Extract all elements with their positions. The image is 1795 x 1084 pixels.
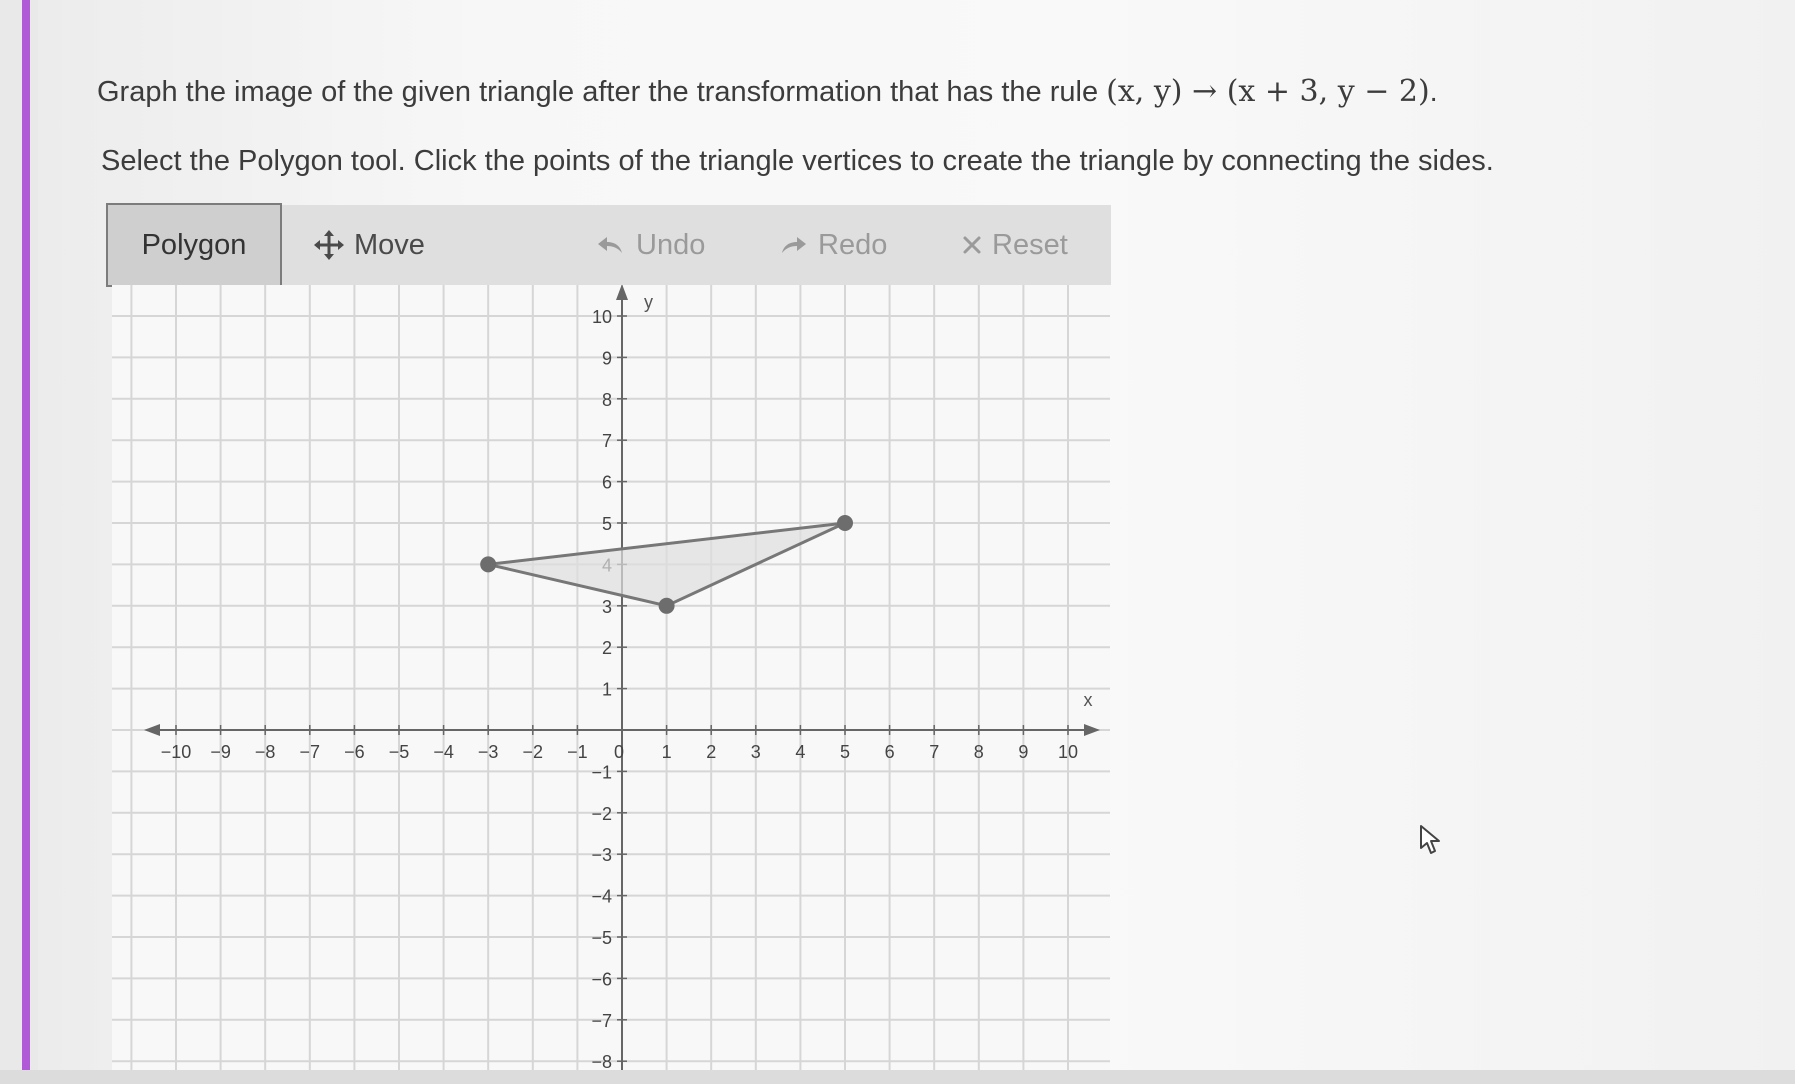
transformation-rule: (x, y) → (x + 3, y − 2) (1106, 74, 1430, 109)
x-tick-label: 0 (613, 742, 625, 762)
x-tick-label: −3 (477, 742, 499, 762)
triangle-vertex[interactable] (659, 598, 675, 614)
x-tick-label: −8 (254, 742, 276, 762)
x-tick-label: −2 (522, 742, 544, 762)
move-tool-button[interactable] (314, 205, 425, 285)
x-tick-label: 6 (884, 742, 895, 762)
x-tick-label: −7 (299, 742, 321, 762)
y-tick-label: 9 (601, 348, 612, 369)
reset-button[interactable] (962, 205, 1068, 285)
question-period: . (1429, 76, 1438, 108)
y-tick-label: −4 (591, 886, 612, 907)
redo-button[interactable] (778, 205, 887, 285)
x-axis-label: x (1083, 690, 1093, 710)
x-tick-label: −1 (567, 742, 588, 762)
x-tick-label: −10 (160, 742, 192, 762)
y-tick-label: 7 (601, 431, 612, 452)
y-tick-label: 5 (601, 514, 612, 534)
close-x-icon (962, 235, 982, 255)
x-tick-label: −6 (344, 742, 365, 762)
x-tick-label: −5 (388, 742, 410, 762)
y-tick-label: 8 (601, 389, 612, 410)
question-prompt-text: Graph the image of the given triangle after the transformation that has the rule (97, 76, 1099, 108)
triangle-vertex[interactable] (480, 556, 496, 572)
undo-button[interactable] (596, 205, 705, 285)
redo-arrow-icon (778, 233, 808, 257)
y-axis-label: y (644, 292, 653, 312)
reset-label: Reset (992, 228, 1068, 261)
x-tick-label: 4 (795, 742, 806, 762)
question-prompt (97, 74, 1438, 109)
y-tick-label: −8 (591, 1052, 612, 1070)
y-tick-label: −5 (591, 928, 612, 948)
x-tick-label: 8 (973, 742, 984, 762)
x-tick-label: 3 (750, 742, 761, 762)
polygon-tool-label: Polygon (141, 228, 247, 261)
left-margin (0, 0, 38, 1084)
question-instructions: Select the Polygon tool. Click the points of the triangle vertices to create the triangle by connecting the sides. (101, 145, 1494, 177)
triangle-vertex[interactable] (837, 515, 853, 531)
x-tick-label: 2 (706, 742, 717, 762)
move-tool-label: Move (354, 228, 425, 261)
polygon-tool-button[interactable] (106, 203, 282, 287)
x-tick-label: 1 (661, 742, 672, 762)
y-tick-label: 10 (591, 307, 612, 327)
y-tick-label: −6 (591, 969, 612, 990)
x-tick-label: 10 (1057, 742, 1079, 762)
move-arrows-icon (314, 230, 344, 260)
undo-label: Undo (636, 228, 706, 261)
coordinate-plane[interactable] (112, 285, 1110, 1070)
x-tick-label: 9 (1018, 742, 1029, 762)
x-tick-label: −9 (210, 742, 231, 762)
redo-label: Redo (818, 228, 888, 261)
y-tick-label: 3 (601, 596, 612, 617)
bottom-edge (0, 1070, 1795, 1084)
mouse-pointer-icon (1418, 824, 1446, 861)
undo-arrow-icon (596, 233, 626, 257)
y-tick-label: −2 (591, 803, 612, 824)
question-accent-bar (22, 0, 30, 1070)
graph-toolbar (106, 205, 1111, 285)
y-tick-label: −3 (591, 845, 612, 866)
x-tick-label: 5 (839, 742, 851, 762)
y-tick-label: −1 (591, 762, 612, 783)
x-tick-label: 7 (929, 742, 940, 762)
y-tick-label: 2 (601, 638, 612, 659)
x-tick-label: −4 (433, 742, 454, 762)
y-tick-label: −7 (591, 1010, 612, 1031)
y-tick-label: 1 (601, 679, 612, 700)
y-tick-label: 6 (601, 472, 612, 493)
